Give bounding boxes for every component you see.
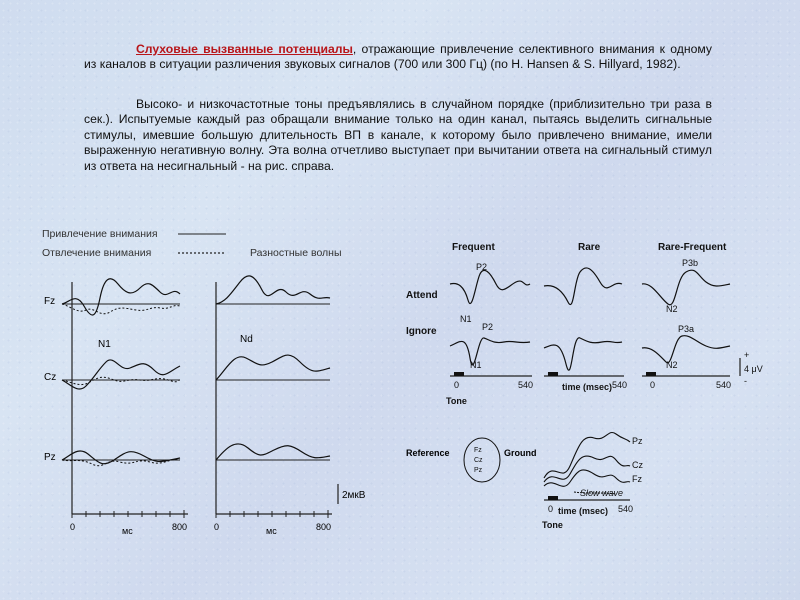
trace-fz-label: Fz bbox=[632, 474, 642, 484]
right-erp-figure bbox=[404, 238, 780, 538]
slow-wave-label: Slow wave bbox=[580, 488, 624, 498]
axis-end-b: 540 bbox=[612, 380, 628, 390]
elec-cz: Cz bbox=[474, 457, 483, 464]
row-fz bbox=[44, 276, 330, 315]
p2-ignore: P2 bbox=[482, 322, 494, 332]
bottom-time-label: time (msec) bbox=[558, 506, 609, 516]
axis-zero-c: 0 bbox=[650, 380, 656, 390]
axis-zero-1: 0 bbox=[70, 522, 76, 532]
bottom-traces bbox=[544, 432, 630, 494]
legend-attend: Привлечение внимания bbox=[42, 228, 158, 240]
n1-label: N1 bbox=[98, 339, 111, 350]
time-label: time (msec) bbox=[562, 382, 613, 392]
scale-uv: 4 μV bbox=[744, 364, 763, 374]
channel-pz-label: Pz bbox=[44, 452, 56, 463]
legend-distract: Отвлечение внимания bbox=[42, 247, 152, 259]
paragraph-1 bbox=[84, 42, 712, 73]
axis-zero-a: 0 bbox=[454, 380, 460, 390]
p3b-label: P3b bbox=[682, 258, 699, 268]
elec-pz: Pz bbox=[474, 467, 483, 474]
paragraph-1-text: , отражающие привлечение селективного внимания к одному из каналов в ситуации различения звуковых сигналов (700 или 300 Гц) (по H. Hansen & S. Hillyard, 1982). bbox=[84, 42, 712, 72]
axis-end-a: 540 bbox=[518, 380, 534, 390]
col-rare: Rare bbox=[578, 242, 601, 253]
paragraph-2 bbox=[84, 97, 712, 174]
scale-plus: + bbox=[744, 350, 750, 360]
right-axes bbox=[450, 358, 740, 376]
time-axis-2 bbox=[214, 510, 332, 536]
head-diagram bbox=[406, 438, 537, 482]
left-erp-figure bbox=[40, 222, 365, 542]
row-cz bbox=[44, 334, 330, 389]
n1-ignore: N1 bbox=[470, 360, 482, 370]
paragraph-2-text: Высоко- и низкочастотные тоны предъявлялись в случайном порядке (приблизительно три раза в сек.). Испытуемые каждый раз обращали внимание только на один канал, пытаясь выделить сигнальные стимулы, имевшие большую длительность ВП в канале, к которому было привлечено внимание, имели выраженную негативную волну. Эта волна отчетливо выступает при вычитании ответа на сигнальный стимул из ответа на несигнальный - на рис. справа. bbox=[84, 97, 712, 173]
scale-bar bbox=[338, 484, 365, 504]
nd-label: Nd bbox=[240, 334, 253, 345]
p2-attend: P2 bbox=[476, 262, 488, 272]
time-axis-1 bbox=[70, 510, 188, 536]
n2-ignore: N2 bbox=[666, 360, 678, 370]
col-frequent: Frequent bbox=[452, 242, 495, 253]
scale-minus: - bbox=[744, 376, 747, 386]
channel-fz-label: Fz bbox=[44, 296, 56, 307]
axis-unit-1: мс bbox=[122, 526, 133, 536]
tone-label: Tone bbox=[446, 396, 467, 406]
scale-label: 2мкВ bbox=[342, 490, 365, 501]
p3a-label: P3a bbox=[678, 324, 695, 334]
axis-zero-2: 0 bbox=[214, 522, 220, 532]
trace-cz-label: Cz bbox=[632, 460, 643, 470]
reference-label: Reference bbox=[406, 448, 450, 458]
bottom-end: 540 bbox=[618, 504, 634, 514]
diff-waves-title: Разностные волны bbox=[250, 247, 342, 259]
trace-pz-label: Pz bbox=[632, 436, 643, 446]
axis-end-2: 800 bbox=[316, 522, 332, 532]
axis-unit-2: мс bbox=[266, 526, 277, 536]
row-ignore: Ignore bbox=[406, 326, 437, 337]
title-highlight: Слуховые вызванные потенциалы bbox=[136, 42, 353, 56]
n2-attend: N2 bbox=[666, 304, 678, 314]
col-rare-frequent: Rare-Frequent bbox=[658, 242, 727, 253]
channel-cz-label: Cz bbox=[44, 372, 57, 383]
axis-end-1: 800 bbox=[172, 522, 188, 532]
axis-end-c: 540 bbox=[716, 380, 732, 390]
elec-fz: Fz bbox=[474, 447, 482, 454]
bottom-tone-label: Tone bbox=[542, 520, 563, 530]
bottom-zero: 0 bbox=[548, 504, 554, 514]
row-pz bbox=[44, 444, 330, 466]
ground-label: Ground bbox=[504, 448, 537, 458]
erp-traces bbox=[450, 268, 730, 370]
row-attend: Attend bbox=[406, 290, 438, 301]
n1-attend: N1 bbox=[460, 314, 472, 324]
